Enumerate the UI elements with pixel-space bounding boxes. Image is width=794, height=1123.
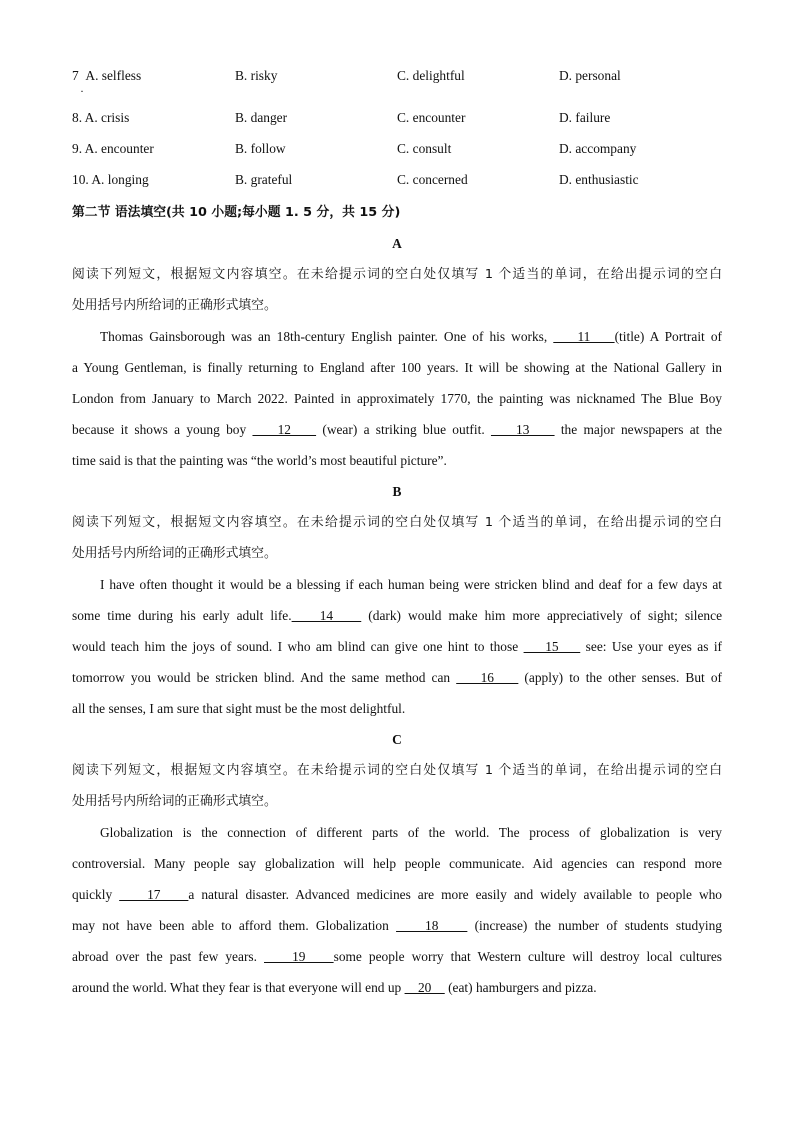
passage-line	[72, 321, 722, 352]
passage-line	[72, 879, 722, 910]
passage-text: (dark) would make him more appreciatively of sight; silence	[361, 608, 723, 623]
option-8-c: C. encounter	[397, 110, 466, 125]
passage-line	[72, 414, 722, 445]
passage-c-heading: C	[392, 732, 402, 747]
answer-blank[interactable]: 20	[404, 980, 445, 995]
passage-line	[72, 910, 722, 941]
passage-text: around the world. What they fear is that everyone will end up	[72, 980, 405, 995]
passage-text: a Young Gentleman, is finally returning to England after 100 years. It will be showing at the National Gallery in	[72, 360, 722, 375]
passage-a-body	[72, 321, 722, 476]
option-8-d: D. failure	[559, 110, 611, 125]
passage-text: (apply) to the other senses. But of	[518, 670, 722, 685]
passage-line	[72, 600, 722, 631]
passage-text: (title) A Portrait of	[614, 329, 722, 344]
passage-text: see: Use your eyes as if	[580, 639, 723, 654]
option-10-c: C. concerned	[397, 172, 468, 187]
passage-text: controversial. Many people say globalization will help people communicate. Aid agencies can respond more	[72, 856, 722, 871]
answer-blank[interactable]: 11	[553, 329, 615, 344]
question-8-options	[72, 104, 722, 135]
answer-blank[interactable]: 16	[456, 670, 519, 685]
passage-text: some time during his early adult life.	[72, 608, 292, 623]
passage-line	[72, 383, 722, 414]
answer-blank[interactable]: 13	[490, 422, 555, 437]
passage-text: a natural disaster. Advanced medicines are more easily and widely available to people who	[188, 887, 723, 902]
exam-page	[72, 62, 722, 1003]
option-10-d: D. enthusiastic	[559, 172, 639, 187]
passage-line	[72, 848, 722, 879]
passage-text: London from January to March 2022. Painted in approximately 1770, the painting was nicknamed The Blue Boy	[72, 391, 722, 406]
instruction-line: 处用括号内所给词的正确形式填空。	[72, 546, 277, 561]
passage-a-heading: A	[392, 236, 402, 251]
passage-line	[72, 662, 722, 693]
passage-text: some people worry that Western culture will destroy local cultures	[333, 949, 722, 964]
option-10-a: 10. A. longing	[72, 172, 149, 187]
instruction-line: 处用括号内所给词的正确形式填空。	[72, 794, 277, 809]
answer-blank[interactable]: 14	[291, 608, 362, 623]
passage-text: quickly	[72, 887, 120, 902]
passage-line	[72, 569, 722, 600]
instruction-line: 阅读下列短文，根据短文内容填空。在未给提示词的空白处仅填写 1 个适当的单词，在给出提示词的空白	[72, 763, 722, 778]
passage-text: would teach him the joys of sound. I who am blind can give one hint to those	[72, 639, 524, 654]
passage-c-body	[72, 817, 722, 1003]
instruction-line: 阅读下列短文，根据短文内容填空。在未给提示词的空白处仅填写 1 个适当的单词，在给出提示词的空白	[72, 267, 722, 282]
passage-b-body	[72, 569, 722, 724]
passage-text: I have often thought it would be a blessing if each human being were stricken blind and deaf for a few days at	[100, 577, 722, 592]
passage-text: (wear) a striking blue outfit.	[316, 422, 491, 437]
question-7-options	[72, 62, 722, 104]
passage-line	[72, 972, 722, 1003]
option-9-c: C. consult	[397, 141, 452, 156]
answer-blank[interactable]: 12	[252, 422, 317, 437]
option-9-a: 9. A. encounter	[72, 141, 154, 156]
answer-blank[interactable]: 19	[264, 949, 334, 964]
option-10-b: B. grateful	[235, 172, 293, 187]
answer-blank[interactable]: 15	[523, 639, 581, 654]
passage-text: Globalization is the connection of different parts of the world. The process of globalization is very	[100, 825, 722, 840]
answer-blank[interactable]: 18	[396, 918, 468, 933]
passage-line	[72, 693, 722, 724]
passage-text: because it shows a young boy	[72, 422, 253, 437]
option-7-a: 7 A. selfless	[72, 68, 142, 83]
option-7-c: C. delightful	[397, 68, 465, 83]
passage-text: may not have been able to afford them. Globalization	[72, 918, 397, 933]
passage-text: (increase) the number of students studying	[467, 918, 723, 933]
section-title: 第二节 语法填空(共 10 小题;每小题 1. 5 分，共 15 分)	[72, 205, 401, 220]
passage-line	[72, 445, 722, 476]
option-7-b: B. risky	[235, 68, 278, 83]
passage-text: the major newspapers at the	[554, 422, 723, 437]
dot-mark: ·	[80, 84, 84, 98]
passage-text: time said is that the painting was “the world’s most beautiful picture”.	[72, 453, 447, 468]
option-8-a: 8. A. crisis	[72, 110, 130, 125]
passage-text: (eat) hamburgers and pizza.	[444, 980, 597, 995]
passage-line	[72, 352, 722, 383]
passage-line	[72, 817, 722, 848]
passage-text: abroad over the past few years.	[72, 949, 264, 964]
option-7-d: D. personal	[559, 68, 621, 83]
passage-text: all the senses, I am sure that sight must be the most delightful.	[72, 701, 406, 716]
question-10-options	[72, 166, 722, 197]
question-9-options	[72, 135, 722, 166]
passage-line	[72, 631, 722, 662]
instruction-line: 处用括号内所给词的正确形式填空。	[72, 298, 277, 313]
passage-text: Thomas Gainsborough was an 18th-century English painter. One of his works,	[100, 329, 554, 344]
option-9-d: D. accompany	[559, 141, 637, 156]
option-9-b: B. follow	[235, 141, 286, 156]
answer-blank[interactable]: 17	[119, 887, 189, 902]
passage-text: tomorrow you would be stricken blind. And the same method can	[72, 670, 457, 685]
passage-line	[72, 941, 722, 972]
instruction-line: 阅读下列短文，根据短文内容填空。在未给提示词的空白处仅填写 1 个适当的单词，在给出提示词的空白	[72, 515, 722, 530]
passage-b-heading: B	[392, 484, 402, 499]
option-8-b: B. danger	[235, 110, 288, 125]
